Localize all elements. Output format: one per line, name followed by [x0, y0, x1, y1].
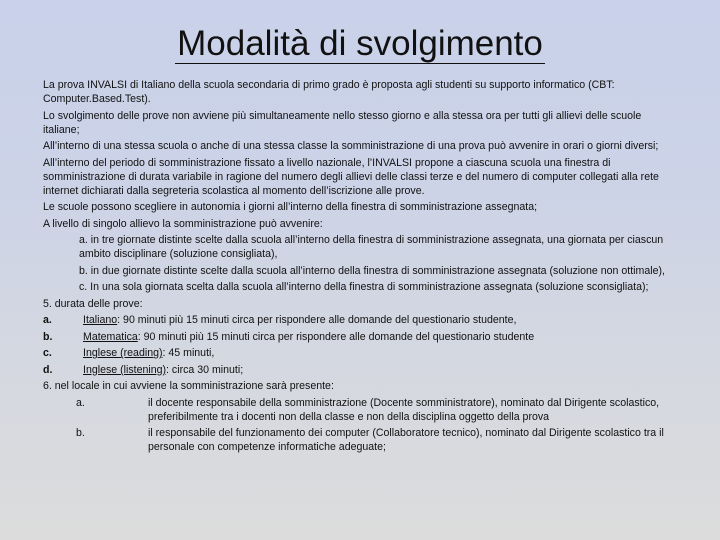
- paragraph: La prova INVALSI di Italiano della scuola secondaria di primo grado è proposta agli studenti su supporto informatico (CBT: Computer.Based.Test).: [43, 79, 615, 106]
- staff-text: il docente responsabile della somministrazione (Docente somministratore), nominato dal Dirigente scolastico, preferibilmente tra i docenti non della classe e non della disciplina oggetto della prova: [148, 396, 660, 423]
- subject-name: Inglese (listening): [83, 363, 167, 376]
- subject-name: Matematica: [83, 330, 138, 343]
- duration-label: b.: [43, 330, 53, 343]
- slide-body: [43, 78, 675, 457]
- duration-text: : 90 minuti più 15 minuti circa per rispondere alle domande del questionario studente: [137, 330, 535, 343]
- duration-row: [43, 346, 675, 360]
- page-title: Modalità di svolgimento: [177, 24, 543, 63]
- paragraph: Le scuole possono scegliere in autonomia i giorni all’interno della finestra di somministrazione assegnata;: [43, 201, 538, 214]
- option-item: b. in due giornate distinte scelte dalla scuola all’interno della finestra di somministrazione assegnata (soluzione non ottimale),: [79, 264, 665, 277]
- location-heading: 6. nel locale in cui avviene la somministrazione sarà presente:: [43, 380, 334, 393]
- subject-name: Inglese (reading): [83, 347, 163, 360]
- staff-label: a.: [76, 396, 85, 409]
- duration-text: : 45 minuti,: [162, 347, 215, 360]
- staff-row: [43, 426, 675, 454]
- duration-row: [43, 330, 675, 344]
- duration-text: : 90 minuti più 15 minuti circa per rispondere alle domande del questionario studente,: [117, 314, 517, 327]
- duration-heading: 5. durata delle prove:: [43, 297, 143, 310]
- option-item: c. In una sola giornata scelta dalla scuola all’interno della finestra di somministrazione assegnata (soluzione sconsigliata);: [79, 281, 649, 294]
- duration-label: c.: [43, 347, 52, 360]
- duration-label: a.: [43, 314, 52, 327]
- paragraph: All’interno di una stessa scuola o anche di una stessa classe la somministrazione di una prova può avvenire in orari o giorni diversi;: [43, 140, 659, 153]
- paragraph: All’interno del periodo di somministrazione fissato a livello nazionale, l’INVALSI propone a ciascuna scuola una finestra di somministrazione di durata variabile in ragione del numero degli allievi delle classi terze e del numero di computer collegati alla rete internet dichiarati dalla segreteria scolastica al momento dell’iscrizione alle prove.: [43, 156, 659, 197]
- staff-row: [43, 396, 675, 424]
- subject-name: Italiano: [83, 314, 118, 327]
- paragraph: Lo svolgimento delle prove non avviene più simultaneamente nello stesso giorno e alla stessa ora per tutti gli allievi delle scuole italiane;: [43, 109, 642, 136]
- duration-text: : circa 30 minuti;: [166, 363, 244, 376]
- duration-label: d.: [43, 363, 53, 376]
- duration-row: [43, 363, 675, 377]
- paragraph: A livello di singolo allievo la somministrazione può avvenire:: [43, 217, 323, 230]
- staff-text: il responsabile del funzionamento dei computer (Collaboratore tecnico), nominato dal Dirigente scolastico tra il personale con competenze informatiche adeguate;: [148, 427, 664, 454]
- option-item: a. in tre giornate distinte scelte dalla scuola all’interno della finestra di somministrazione assegnata, una giornata per ciascun ambito disciplinare (soluzione consigliata),: [79, 234, 664, 261]
- staff-label: b.: [76, 427, 85, 440]
- duration-row: [43, 313, 675, 327]
